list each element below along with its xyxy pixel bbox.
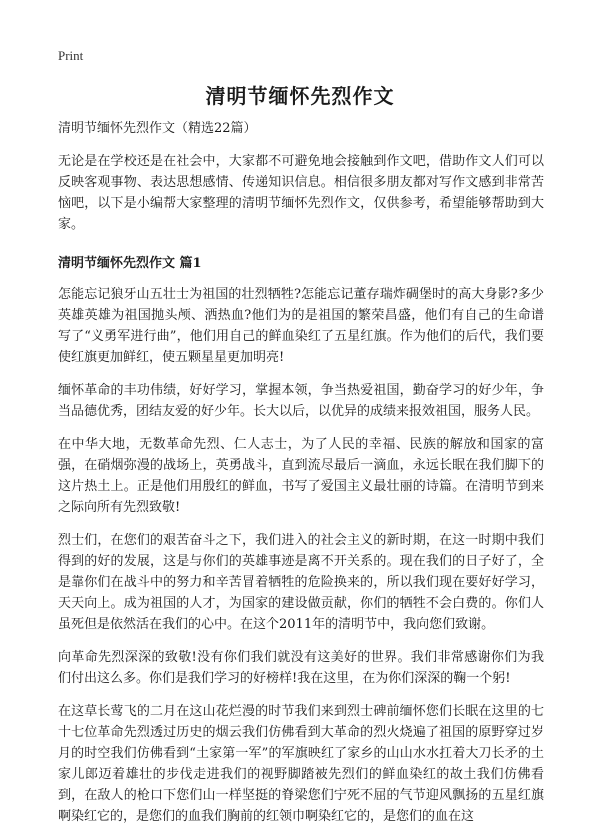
intro-paragraph: 无论是在学校还是在社会中，大家都不可避免地会接触到作文吧，借助作文人们可以反映客观事物、表达思想感情、传递知识信息。相信很多朋友都对写作文感到非常苦恼吧，以下是小编帮大家整理的清明节缅怀先烈作文，仅供参考，希望能够帮助到大家。: [58, 154, 544, 232]
body-paragraph: 在这草长莺飞的二月在这山花烂漫的时节我们来到烈士碑前缅怀您们长眠在这里的七十七位革命先烈透过历史的烟云我们仿佛看到大革命的烈火烧遍了祖国的原野穿过岁月的时空我们仿佛看到“土家第一军”的军旗映红了家乡的山山水水扛着大刀长矛的土家儿郎迈着雄壮的步伐走进我们的视野脚踏被先烈们的鲜血染红的故土我们仿佛看到，在敌人的枪口下您们山一样坚挺的脊梁您们宁死不屈的气节迎风飘扬的五星红旗啊染红它的，是您们的血我们胸前的红领巾啊染红它的，是您们的血在这: [58, 704, 544, 824]
print-label: Print: [58, 48, 84, 63]
document-subtitle: 清明节缅怀先烈作文（精选22篇）: [58, 121, 257, 136]
body-paragraph: 在中华大地，无数革命先烈、仁人志士，为了人民的幸福、民族的解放和国家的富强，在硝烟弥漫的战场上，英勇战斗，直到流尽最后一滴血，永远长眠在我们脚下的 这片热土上。正是他们用殷红的鲜血，书写了爱国主义最壮丽的诗篇。在清明节到来之际向所有先烈致敬!: [58, 437, 544, 515]
body-paragraph: 怎能忘记狼牙山五壮士为祖国的壮烈牺牲?怎能忘记董存瑞炸碉堡时的高大身影?多少英雄英雄为祖国抛头颅、洒热血?他们为的是祖国的繁荣昌盛，他们有自己的生命谱写了“义勇军进行曲”，他们用自己的鲜血染红了五星红旗。作为他们的后代，我们要使红旗更加鲜红，使五颗星星更加明亮!: [58, 287, 544, 365]
section-heading: 清明节缅怀先烈作文 篇1: [58, 256, 202, 271]
document-body: [58, 118, 544, 839]
body-paragraph: 向革命先烈深深的致敬!没有你们我们就没有这美好的世界。我们非常感谢你们为我们付出这么多。你们是我们学习的好榜样!我在这里，在为你们深深的鞠一个躬!: [58, 650, 544, 686]
body-paragraph: 烈士们，在您们的艰苦奋斗之下，我们进入的社会主义的新时期，在这一时期中我们得到的好的发展，这是与你们的英雄事迹是离不开关系的。现在我们的日子好了，全是靠你们在战斗中的努力和辛苦冒着牺牲的危险换来的，所以我们现在要好好学习，天天向上。成为祖国的人才，为国家的建设做贡献，你们的牺牲不会白费的。你们人虽死但是依然活在我们的心中。在这个2011年的清明节中，我向您们致谢。: [58, 533, 544, 632]
page-title: 清明节缅怀先烈作文: [205, 84, 395, 108]
body-paragraph: 缅怀革命的丰功伟绩，好好学习，掌握本领，争当热爱祖国，勤奋学习的好少年，争当品德优秀，团结友爱的好少年。长大以后，以优异的成绩来报效祖国，服务人民。: [58, 383, 544, 419]
